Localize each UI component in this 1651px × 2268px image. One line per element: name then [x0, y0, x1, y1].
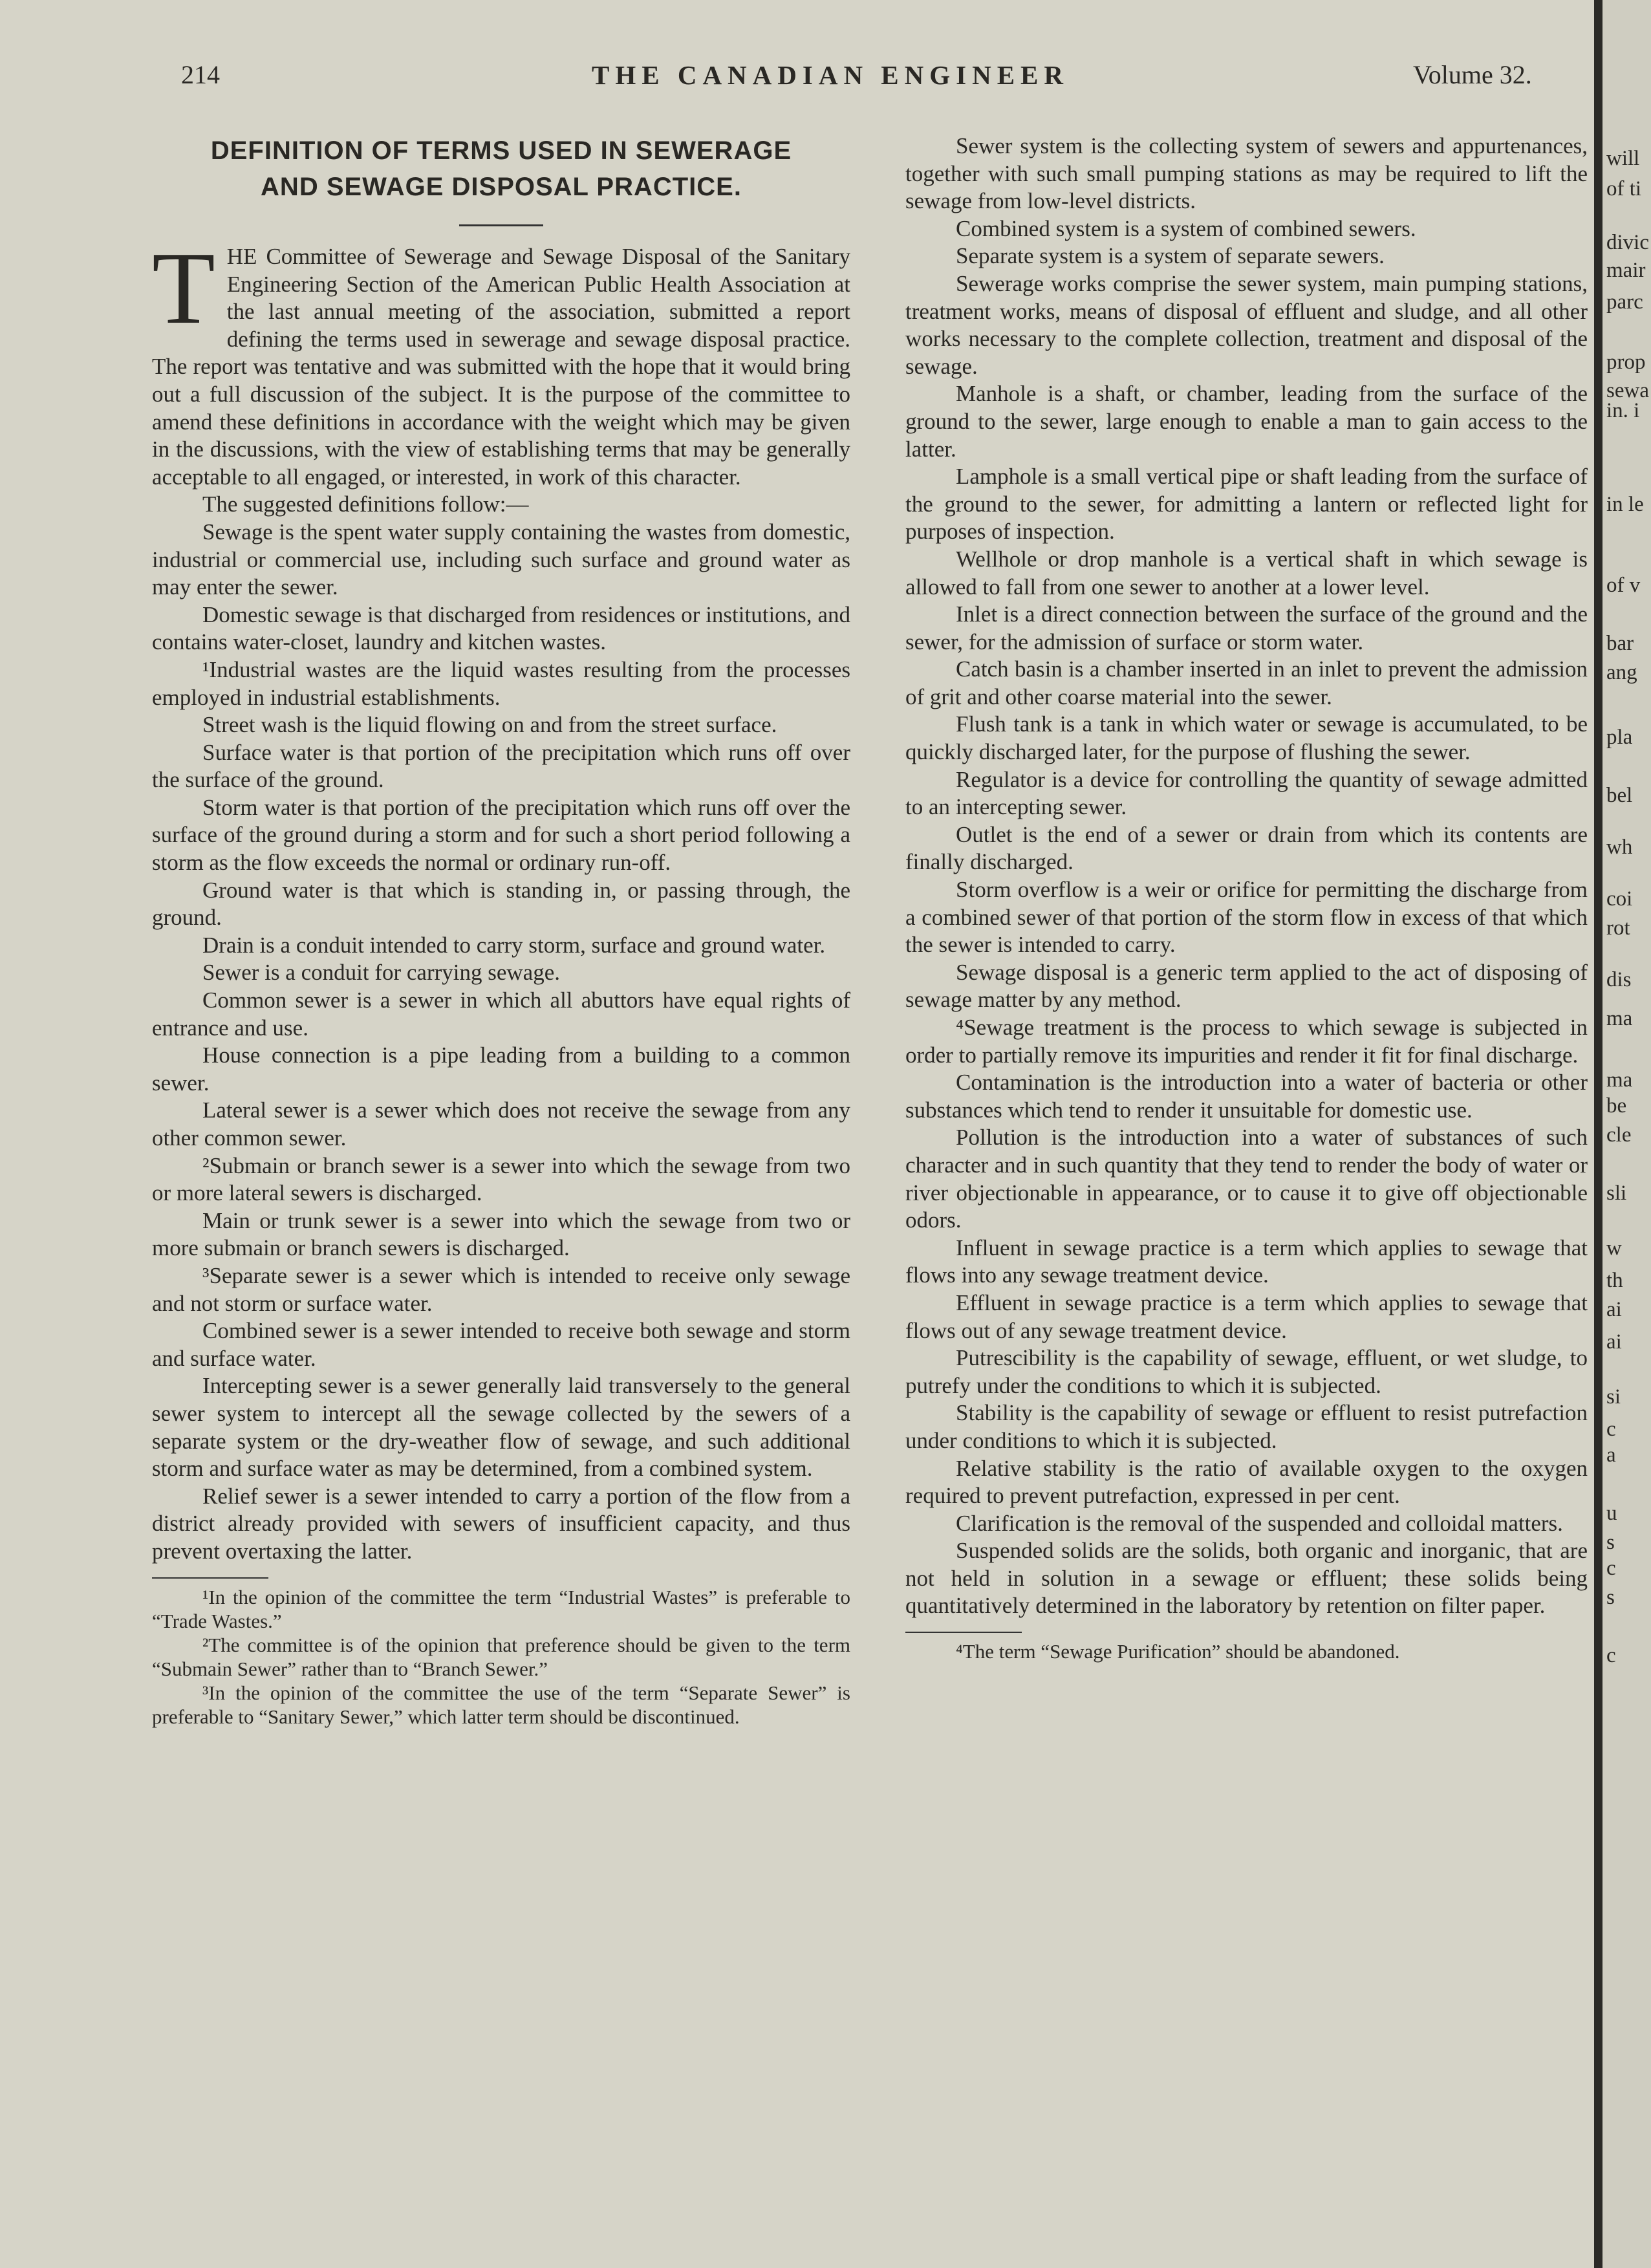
definition-paragraph: Sewer is a conduit for carrying sewage. [202, 960, 560, 986]
adjacent-page-fragment: s [1606, 1531, 1615, 1554]
definition-paragraph: Domestic sewage is that discharged from residences or institutions, and contains water-closet, laundry and kitchen wastes. [152, 601, 850, 655]
adjacent-page-fragment: of v [1606, 574, 1641, 597]
footnote: ³In the opinion of the committee the use of the term “Separate Sewer” is preferable to “Sanitary Sewer,” which latter term should be discontinued. [152, 1681, 850, 1728]
definition-paragraph: Combined sewer is a sewer intended to receive both sewage and storm and surface water. [152, 1318, 850, 1371]
adjacent-page-fragment: parc [1606, 290, 1643, 314]
adjacent-page-fragment: in le [1606, 493, 1644, 516]
adjacent-page-fragment: bel [1606, 784, 1633, 807]
right-footnotes [905, 1639, 1588, 1663]
definition-paragraph: Storm overflow is a weir or orifice for permitting the discharge from a combined sewer of that portion of the storm flow in excess of that which the sewer is intended to carry. [905, 877, 1588, 958]
adjacent-page-fragment: wh [1606, 836, 1633, 859]
definition-paragraph: ³Separate sewer is a sewer which is intended to receive only sewage and not storm or surface water. [152, 1262, 850, 1316]
adjacent-page-fragment: cle [1606, 1123, 1632, 1147]
definition-paragraph: Storm water is that portion of the precipitation which runs off over the surface of the ground during a storm and for such a short period following a storm as the flow exceeds the normal or ordinary run-off. [152, 794, 850, 876]
definition-paragraph: Suspended solids are the solids, both organic and inorganic, that are not held in solution in a sewage or effluent; these solids being quantitatively determined in the laboratory by retention on filter paper. [905, 1538, 1588, 1619]
definition-paragraph: Influent in sewage practice is a term which applies to sewage that flows into any sewage treatment device. [905, 1235, 1588, 1288]
adjacent-page-fragment: of ti [1606, 177, 1642, 200]
adjacent-page-fragment: coi [1606, 887, 1633, 911]
definitions-lead: The suggested definitions follow:— [202, 491, 529, 517]
adjacent-page-fragment: ma [1606, 1007, 1633, 1030]
adjacent-page-fragment: th [1606, 1269, 1623, 1292]
definition-paragraph: Street wash is the liquid flowing on and from the street surface. [202, 712, 777, 738]
adjacent-page-fragment: ma [1606, 1068, 1633, 1092]
adjacent-page-fragment: ai [1606, 1330, 1622, 1354]
adjacent-page-fragment: pla [1606, 726, 1633, 749]
definition-paragraph: Intercepting sewer is a sewer generally laid transversely to the general sewer system to intercept all the sewage collected by the sewers of a separate system or the dry-weather flow of sewage, and such additional storm and surface water as may be determined, from a combined system. [152, 1373, 850, 1482]
adjacent-page-fragment: dis [1606, 968, 1632, 991]
definition-paragraph: ²Submain or branch sewer is a sewer into which the sewage from two or more lateral sewers is discharged. [152, 1152, 850, 1206]
adjacent-page-fragment: sewa [1606, 379, 1649, 402]
title-rule [459, 224, 543, 226]
left-column [152, 133, 850, 1729]
adjacent-page-fragment: a [1606, 1443, 1616, 1467]
adjacent-page-fragment: divic [1606, 231, 1649, 254]
adjacent-page-fragment: ang [1606, 661, 1637, 684]
definition-paragraph: Pollution is the introduction into a water of substances of such character and in such quantity that they tend to render the body of water or river objectionable in appearance, or to cause it to give off objectionable odors. [905, 1125, 1588, 1233]
article-title-line-1: DEFINITION OF TERMS USED IN SEWERAGE [210, 136, 792, 165]
adjacent-page-fragment: rot [1606, 916, 1630, 940]
drop-cap: T [152, 230, 215, 345]
footnote-rule [152, 1577, 268, 1579]
definition-paragraph: Sewage disposal is a generic term applied to the act of disposing of sewage matter by any method. [905, 959, 1588, 1013]
intro-paragraph [152, 230, 850, 491]
adjacent-page-fragment: u [1606, 1502, 1617, 1525]
left-definitions [152, 519, 850, 1566]
definition-paragraph: Catch basin is a chamber inserted in an inlet to prevent the admission of grit and other coarse material into the sewer. [905, 656, 1588, 709]
definition-paragraph: Contamination is the introduction into a water of bacteria or other substances which tend to render it unsuitable for domestic use. [905, 1070, 1588, 1123]
volume-label: Volume 32. [1413, 60, 1532, 89]
definition-paragraph: House connection is a pipe leading from a building to a common sewer. [152, 1042, 850, 1096]
definition-paragraph: Relative stability is the ratio of available oxygen to the oxygen required to prevent putrefaction, expressed in per cent. [905, 1455, 1588, 1509]
article-title-line-2: AND SEWAGE DISPOSAL PRACTICE. [261, 173, 742, 201]
definition-paragraph: Lateral sewer is a sewer which does not receive the sewage from any other common sewer. [152, 1097, 850, 1150]
article-title [152, 133, 850, 205]
definition-paragraph: Lamphole is a small vertical pipe or shaft leading from the surface of the ground to the sewer, for admitting a lantern or reflected light for purposes of inspection. [905, 464, 1588, 545]
adjacent-page-fragment: in. i [1606, 399, 1640, 422]
definition-paragraph: ⁴Sewage treatment is the process to which sewage is subjected in order to partially remove its impurities and render it fit for final discharge. [905, 1015, 1588, 1068]
adjacent-page-fragment: sli [1606, 1182, 1627, 1205]
page-number: 214 [181, 60, 220, 89]
definition-paragraph: Combined system is a system of combined sewers. [956, 215, 1416, 241]
adjacent-page-fragment: c [1606, 1644, 1616, 1667]
definition-paragraph: Ground water is that which is standing in, or passing through, the ground. [152, 877, 850, 931]
definition-paragraph: Outlet is the end of a sewer or drain from which its contents are finally discharged. [905, 821, 1588, 875]
right-definitions [905, 133, 1588, 1620]
adjacent-page-fragment: w [1606, 1237, 1622, 1260]
adjacent-page-fragment: prop [1606, 351, 1646, 374]
footnote: ¹In the opinion of the committee the term “Industrial Wastes” is preferable to “Trade Wastes.” [152, 1585, 850, 1632]
definition-paragraph: Clarification is the removal of the suspended and colloidal matters. [956, 1510, 1563, 1536]
definition-paragraph: Main or trunk sewer is a sewer into which the sewage from two or more submain or branch sewers is discharged. [152, 1207, 850, 1261]
definition-paragraph: Wellhole or drop manhole is a vertical shaft in which sewage is allowed to fall from one sewer to another at a lower level. [905, 546, 1588, 599]
definition-paragraph: Relief sewer is a sewer intended to carry a portion of the flow from a district already provided with sewers of insufficient capacity, and thus prevent overtaxing the latter. [152, 1483, 850, 1564]
definition-paragraph: Sewerage works comprise the sewer system, main pumping stations, treatment works, means of disposal of effluent and sludge, and all other works necessary to the complete collection, treatment and disposal of the sewage. [905, 270, 1588, 379]
adjacent-page-fragment: c [1606, 1418, 1616, 1441]
footnote: ²The committee is of the opinion that preference should be given to the term “Submain Sewer” rather than to “Branch Sewer.” [152, 1633, 850, 1680]
intro-text: HE Committee of Sewerage and Sewage Disposal of the Sanitary Engineering Section of the American Public Health Association at the last annual meeting of the association, submitted a report defining the terms used in sewerage and sewage disposal practice. The report was tentative and was submitted with the hope that it would bring out a full discussion of the subject. It is the purpose of the committee to amend these definitions in accordance with the weight which may be given in the discussions, with the view of establishing terms that may be generally acceptable to all engaged, or interested, in work of this character. [152, 244, 850, 490]
adjacent-page-fragment: ai [1606, 1298, 1622, 1321]
adjacent-page-fragment: s [1606, 1586, 1615, 1609]
definition-paragraph: Putrescibility is the capability of sewage, effluent, or wet sludge, to putrefy under the conditions to which it is subjected. [905, 1345, 1588, 1398]
adjacent-page-fragment: be [1606, 1094, 1627, 1118]
definition-paragraph: Separate system is a system of separate sewers. [956, 243, 1385, 269]
adjacent-page-fragment: si [1606, 1385, 1621, 1409]
left-footnotes [152, 1585, 850, 1729]
footnote: ⁴The term “Sewage Purification” should be abandoned. [956, 1640, 1400, 1663]
right-column [905, 133, 1588, 1663]
definition-paragraph: Drain is a conduit intended to carry storm, surface and ground water. [202, 932, 826, 958]
adjacent-page-fragment: mair [1606, 259, 1646, 282]
definition-paragraph: Flush tank is a tank in which water or sewage is accumulated, to be quickly discharged later, for the purpose of flushing the sewer. [905, 711, 1588, 765]
definition-paragraph: Manhole is a shaft, or chamber, leading from the surface of the ground to the sewer, large enough to enable a man to gain access to the latter. [905, 381, 1588, 462]
definition-paragraph: Effluent in sewage practice is a term which applies to sewage that flows out of any sewage treatment device. [905, 1290, 1588, 1343]
adjacent-page-fragment: will [1606, 147, 1640, 170]
definition-paragraph: Common sewer is a sewer in which all abuttors have equal rights of entrance and use. [152, 988, 850, 1041]
definition-paragraph: Sewage is the spent water supply containing the wastes from domestic, industrial or commercial use, including such surface and ground water as may enter the sewer. [152, 519, 850, 600]
adjacent-page-fragment: bar [1606, 632, 1634, 655]
adjacent-page-edge [1602, 0, 1651, 2268]
footnote-rule [905, 1632, 1022, 1633]
definition-paragraph: Regulator is a device for controlling the quantity of sewage admitted to an intercepting sewer. [905, 766, 1588, 820]
adjacent-page-fragment: c [1606, 1557, 1616, 1580]
definition-paragraph: Surface water is that portion of the precipitation which runs off over the surface of the ground. [152, 739, 850, 793]
definition-paragraph: Stability is the capability of sewage or effluent to resist putrefaction under conditions to which it is subjected. [905, 1400, 1588, 1453]
definition-paragraph: Sewer system is the collecting system of sewers and appurtenances, together with such small pumping stations as may be required to lift the sewage from low-level districts. [905, 133, 1588, 214]
journal-title: THE CANADIAN ENGINEER [592, 60, 1070, 90]
definition-paragraph: Inlet is a direct connection between the surface of the ground and the sewer, for the admission of surface or storm water. [905, 601, 1588, 654]
definition-paragraph: ¹Industrial wastes are the liquid wastes resulting from the processes employed in industrial establishments. [152, 656, 850, 710]
